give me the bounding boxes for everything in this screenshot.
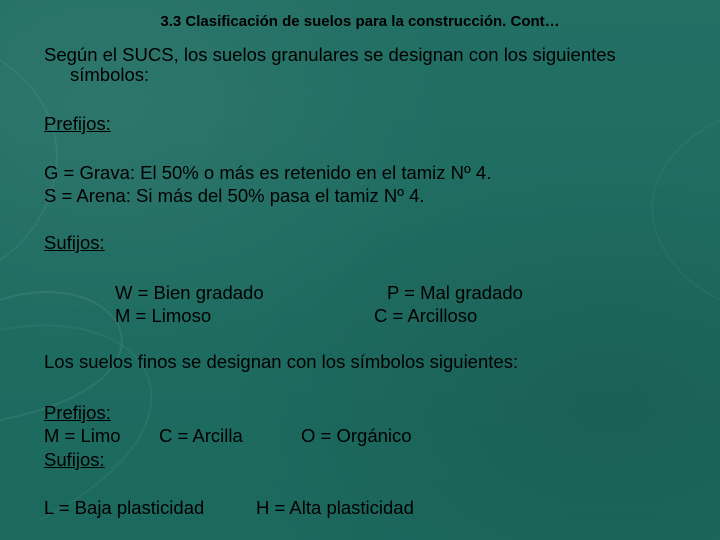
suffix-clayey: C = Arcilloso [374,305,478,326]
fine-soils-intro: Los suelos finos se designan con los símbolos siguientes: [44,351,519,372]
fine-suffix-low-plasticity: L = Baja plasticidad [44,497,205,518]
fine-suffix-high-plasticity: H = Alta plasticidad [256,497,414,518]
fine-prefixes-heading: Prefijos: [44,402,111,423]
prefix-grava: G = Grava: El 50% o más es retenido en el tamiz Nº 4. [44,162,492,183]
intro-line-2: símbolos: [70,64,150,85]
slide-title: 3.3 Clasificación de suelos para la construcción. Cont… [160,13,560,30]
suffixes-heading: Sufijos: [44,232,105,253]
suffix-poorly-graded: P = Mal gradado [387,282,523,303]
suffix-well-graded: W = Bien gradado [115,282,264,303]
fine-prefix-limo: M = Limo [44,425,121,446]
fine-suffixes-heading: Sufijos: [44,449,105,470]
suffix-silty: M = Limoso [115,305,212,326]
fine-prefix-arcilla: C = Arcilla [159,425,243,446]
fine-prefix-organico: O = Orgánico [301,425,412,446]
prefixes-heading: Prefijos: [44,113,111,134]
intro-line-1: Según el SUCS, los suelos granulares se designan con los siguientes [44,44,616,65]
prefix-arena: S = Arena: Si más del 50% pasa el tamiz Nº 4. [44,185,425,206]
